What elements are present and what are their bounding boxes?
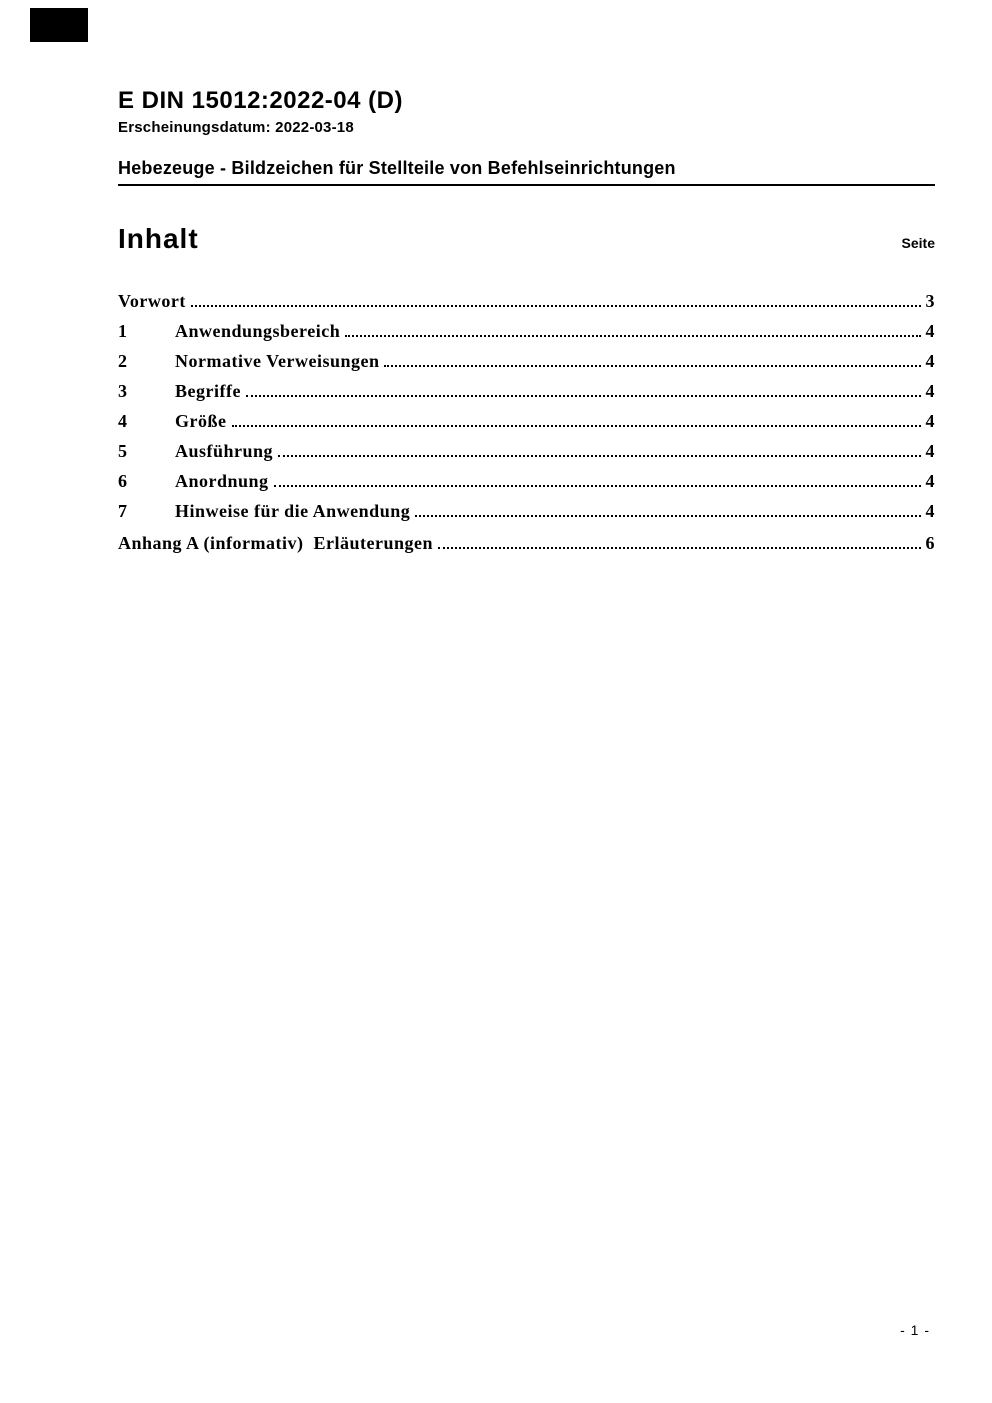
page-number: - 1 - xyxy=(900,1322,930,1338)
toc-entry-title: Vorwort xyxy=(118,291,186,312)
toc-entry-number: 5 xyxy=(118,441,128,462)
toc-entry-title: Hinweise für die Anwendung xyxy=(175,501,411,522)
toc-entry xyxy=(118,286,935,316)
toc-entry-number: 6 xyxy=(118,471,128,492)
release-date: Erscheinungsdatum: 2022-03-18 xyxy=(118,119,354,137)
dot-leader xyxy=(415,515,921,517)
toc-header-row xyxy=(118,223,935,255)
dot-leader xyxy=(191,305,921,307)
toc-entry xyxy=(118,316,935,346)
page-content xyxy=(118,0,935,558)
dot-leader xyxy=(438,547,921,549)
toc-entry-page: 3 xyxy=(925,291,935,312)
toc-entry-number: 3 xyxy=(118,381,128,402)
dot-leader xyxy=(278,455,921,457)
document-code: E DIN 15012:2022-04 (D) xyxy=(118,87,403,114)
toc-heading: Inhalt xyxy=(118,223,199,255)
toc-entry-page: 4 xyxy=(925,351,935,372)
toc-entry xyxy=(118,496,935,526)
toc-entry-page: 4 xyxy=(925,441,935,462)
toc-entry-page: 4 xyxy=(925,411,935,432)
dot-leader xyxy=(274,485,921,487)
toc-entry xyxy=(118,436,935,466)
toc-entry-title: Größe xyxy=(175,411,227,432)
toc-entry-title: Anordnung xyxy=(175,471,269,492)
dot-leader xyxy=(246,395,921,397)
page-column-label: Seite xyxy=(901,235,935,252)
toc-entry-title: Anhang A (informativ) Erläuterungen xyxy=(118,533,434,554)
toc-entry-number: 2 xyxy=(118,351,128,372)
toc-entry-number: 7 xyxy=(118,501,128,522)
toc-entry-title: Ausführung xyxy=(175,441,274,462)
toc-entry-page: 4 xyxy=(925,471,935,492)
toc-entry xyxy=(118,528,935,558)
toc-entry-page: 4 xyxy=(925,321,935,342)
toc-entry xyxy=(118,406,935,436)
toc-entry xyxy=(118,376,935,406)
scan-artifact-mark xyxy=(30,8,88,42)
dot-leader xyxy=(232,425,922,427)
toc-entry-title: Begriffe xyxy=(175,381,241,402)
dot-leader xyxy=(345,335,921,337)
toc-entry-title: Anwendungsbereich xyxy=(175,321,341,342)
toc-entry-title: Normative Verweisungen xyxy=(175,351,380,372)
toc-entry-page: 4 xyxy=(925,501,935,522)
toc-list xyxy=(118,286,935,558)
document-title: Hebezeuge - Bildzeichen für Stellteile von Befehlseinrichtungen xyxy=(118,158,935,186)
toc-entry xyxy=(118,346,935,376)
toc-entry xyxy=(118,466,935,496)
toc-entry-number: 1 xyxy=(118,321,128,342)
toc-entry-page: 6 xyxy=(925,533,935,554)
toc-entry-page: 4 xyxy=(925,381,935,402)
toc-entry-number: 4 xyxy=(118,411,128,432)
dot-leader xyxy=(384,365,921,367)
